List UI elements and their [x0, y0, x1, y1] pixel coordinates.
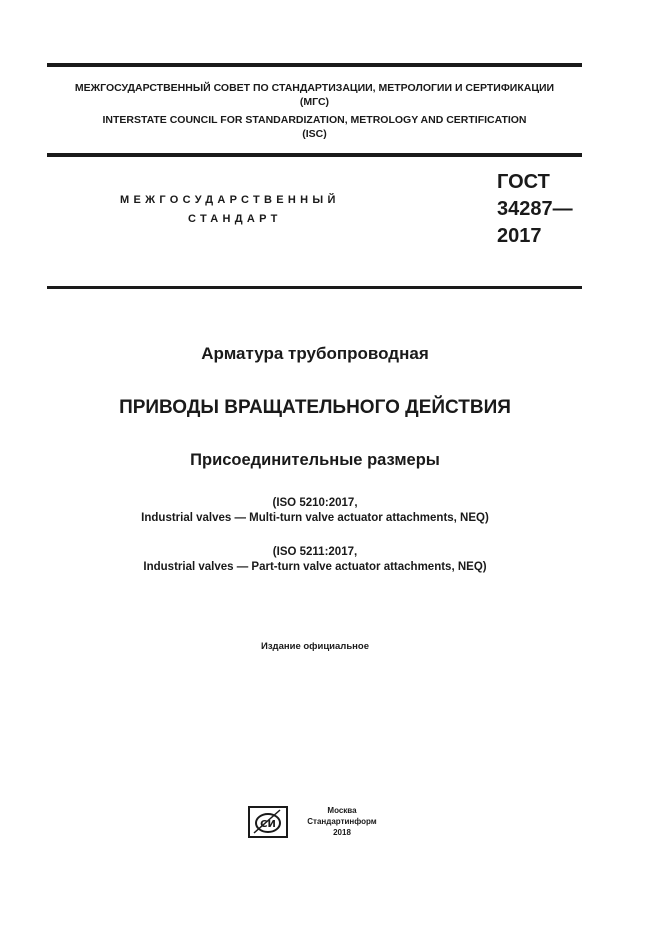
council-abbr-ru: (МГС) [299, 96, 330, 108]
publisher-logo-text: СИ [260, 819, 276, 830]
top-rule [47, 63, 582, 67]
standard-type-line1: МЕЖГОСУДАРСТВЕННЫЙ [120, 194, 340, 206]
document-subject: ПРИВОДЫ ВРАЩАТЕЛЬНОГО ДЕЙСТВИЯ [119, 397, 511, 418]
header-bottom-rule [47, 286, 582, 289]
reference-title-2: Industrial valves — Part-turn valve actuator attachments, NEQ) [143, 561, 487, 573]
reference-code-1: (ISO 5210:2017, [272, 497, 358, 509]
council-name-ru: МЕЖГОСУДАРСТВЕННЫЙ СОВЕТ ПО СТАНДАРТИЗАЦИИ, МЕТРОЛОГИИ И СЕРТИФИКАЦИИ [74, 82, 555, 94]
publisher-year: 2018 [333, 828, 351, 837]
gost-label: ГОСТ [497, 171, 550, 193]
council-name-en: INTERSTATE COUNCIL FOR STANDARDIZATION, METROLOGY AND CERTIFICATION [102, 114, 527, 126]
publisher-name: Стандартинформ [307, 817, 377, 826]
council-abbr-en: (ISC) [302, 128, 327, 140]
publisher-logo-icon [248, 806, 288, 838]
document-subtitle: Присоединительные размеры [190, 451, 440, 469]
publisher-city: Москва [327, 806, 357, 815]
gost-number: 34287— [497, 198, 573, 220]
gost-year: 2017 [497, 225, 542, 247]
reference-title-1: Industrial valves — Multi-turn valve actuator attachments, NEQ) [141, 512, 489, 524]
edition-label: Издание официальное [261, 641, 369, 652]
standard-type-line2: СТАНДАРТ [188, 213, 282, 225]
reference-code-2: (ISO 5211:2017, [272, 546, 358, 558]
council-bottom-rule [47, 153, 582, 157]
document-title: Арматура трубопроводная [201, 344, 429, 363]
